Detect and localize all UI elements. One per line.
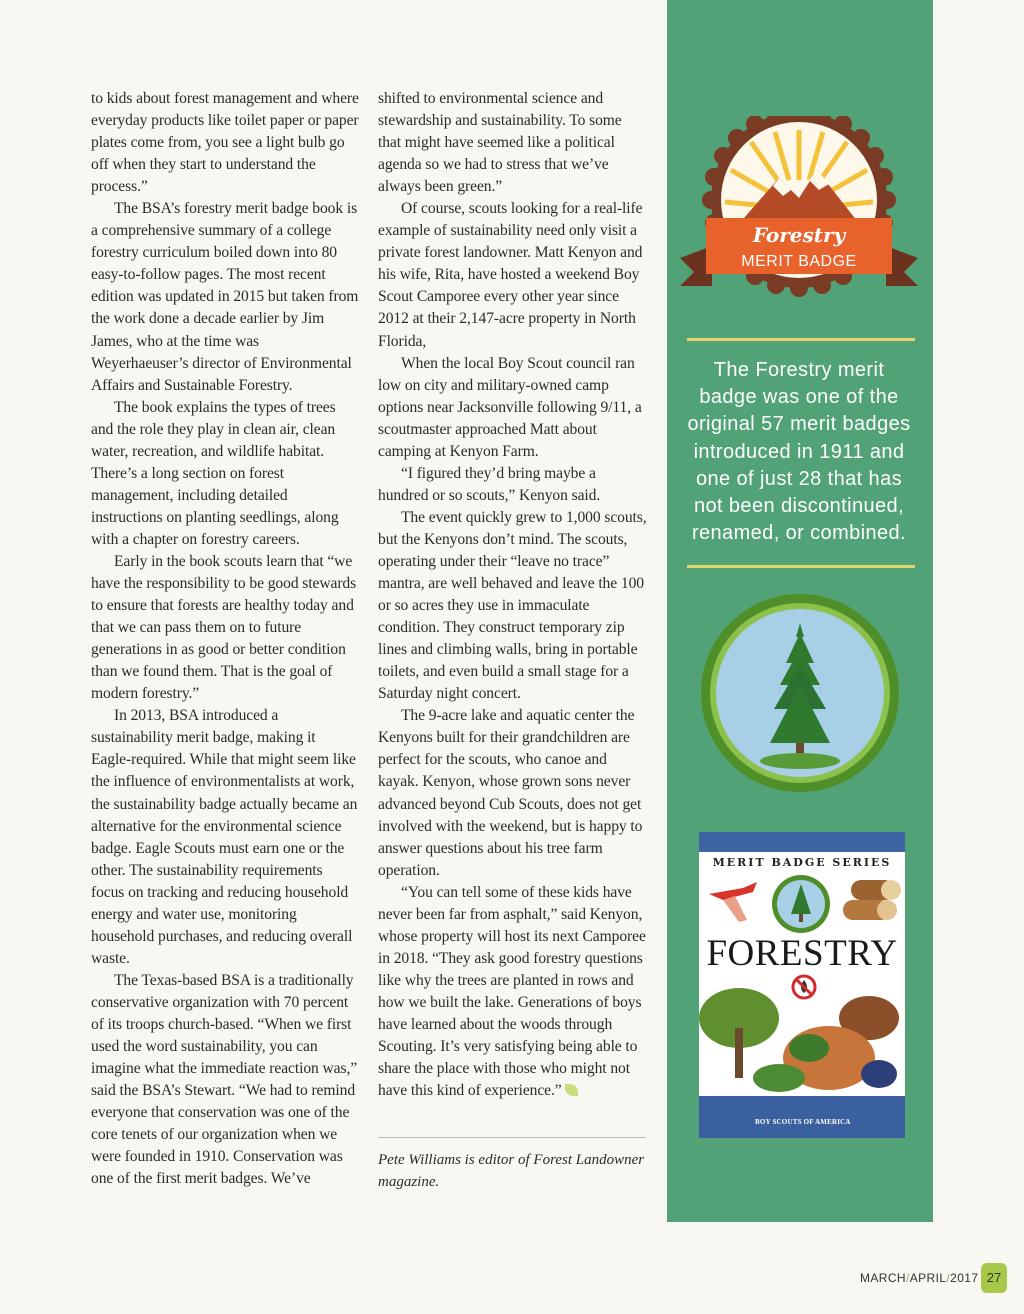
paragraph: “I figured they’d bring maybe a hundred or so scouts,” Kenyon said.: [378, 464, 601, 504]
paragraph: shifted to environmental science and stewardship and sustainability. To some that might have seemed like a political agenda so we had to stress that we’ve always been green.”: [378, 90, 622, 196]
author-byline: Pete Williams is editor of Forest Landowner magazine.: [378, 1152, 645, 1190]
forestry-book-cover: [699, 832, 905, 1138]
page-number: 27: [981, 1263, 1007, 1293]
book-publisher: BOY SCOUTS OF AMERICA: [755, 1118, 851, 1126]
book-top-bar: [699, 832, 905, 852]
book-nature-collage: [699, 978, 905, 1096]
paragraph: In 2013, BSA introduced a sustainability merit badge, making it Eagle-required. While that might seem like the influence of environmentalists at work, the sustainability badge actually became an alternative for the environmental science badge. Eagle Scouts must earn one or the other. The sustainability requirements focus on tracking and reducing household energy and water use, monitoring household purchases, and reducing overall waste.: [91, 707, 358, 967]
book-logs-image-icon: [837, 872, 903, 930]
paragraph: Early in the book scouts learn that “we have the responsibility to be good stewards to ensure that forests are healthy today and that we can pass them on to future generations in as good or better condition than we found them. That is the goal of modern forestry.”: [91, 552, 357, 703]
sidebar-caption: The Forestry merit badge was one of the original 57 merit badges introduced in 1911 and one of just 28 that has not been discontinued, renamed, or combined.: [687, 359, 911, 545]
paragraph-last-text: “You can tell some of these kids have never been far from asphalt,” said Kenyon, whose property will host its next Camporee in 2018. “They ask good forestry questions like why the trees are planted in rows and how we built the lake. Generations of boys have learned about the woods through Scouting. It’s very satisfying being able to share the place with those who might not have this kind of experience.”: [378, 883, 646, 1100]
byline-divider: [378, 1137, 646, 1138]
forestry-merit-badge-logo: [676, 116, 922, 312]
issue-year: 2017: [950, 1271, 979, 1285]
paragraph: The BSA’s forestry merit badge book is a comprehensive summary of a college forestry curriculum boiled down into 80 easy-to-follow pages. The most recent edition was updated in 2015 but taken from the work done a decade earlier by Jim James, who at the time was Weyerhaeuser’s director of Environmental Affairs and Sustainable Forestry.: [91, 200, 359, 394]
caption-top-rule: [687, 338, 915, 341]
issue-month-1: MARCH: [860, 1271, 906, 1285]
paragraph: The book explains the types of trees and the role they play in clean air, clean water, recreation, and wildlife habitat. There’s a long section on forest management, including detailed instructions on planting seedlings, along with a chapter on forestry careers.: [91, 398, 339, 548]
leaf-end-mark-icon: [565, 1084, 578, 1096]
book-bottom-bar: [699, 1096, 905, 1138]
paragraph: When the local Boy Scout council ran low on city and military-owned camp options near Jacksonville following 9/11, a scoutmaster approached Matt about camping at Kenyon Farm.: [378, 354, 642, 460]
badge-script-text: Forestry: [752, 223, 846, 247]
paragraph-last: [378, 882, 648, 1102]
paragraph: The Texas-based BSA is a traditionally conservative organization with 70 percent of its troops church-based. “When we first used the word sustainability, you can imagine what the immediate reaction was,” said the BSA’s Stewart. “We had to remind everyone that conservation was one of the core tenets of our organization when we were founded in 1910. Conservation was one of the first merit badges. We’ve: [91, 971, 358, 1188]
issue-separator: /: [946, 1271, 951, 1285]
paragraph: The event quickly grew to 1,000 scouts, but the Kenyons don’t mind. The scouts, operating under their “leave no trace” mantra, are well behaved and leave the 100 or so acres they use in immaculate condition. They construct temporary zip lines and climbing walls, bring in portable toilets, and even build a small stage for a Saturday night concert.: [378, 508, 647, 703]
book-patch-icon: [771, 874, 831, 934]
forestry-merit-badge-patch: [700, 593, 900, 793]
issue-separator: /: [906, 1271, 910, 1285]
book-airplane-image-icon: [703, 874, 763, 930]
paragraph: The 9-acre lake and aquatic center the Kenyons built for their grandchildren are perfect for the scouts, who canoe and kayak. Kenyon, whose grown sons never advanced beyond Cub Scouts, does not get involved with the weekend, but is happy to answer questions about his tree farm operation.: [378, 707, 643, 879]
paragraph: to kids about forest management and where everyday products like toilet paper or paper plates come from, you see a light bulb go off when they start to understand the process.”: [91, 90, 359, 196]
badge-banner-text: MERIT BADGE: [741, 253, 857, 270]
article-column-1: [91, 88, 359, 1190]
book-series-label: MERIT BADGE SERIES: [712, 856, 892, 869]
book-title: FORESTRY: [706, 933, 898, 974]
issue-month-2: APRIL: [909, 1271, 947, 1285]
issue-date: [860, 1271, 978, 1285]
article-column-2: [378, 88, 648, 1102]
caption-bottom-rule: [687, 565, 915, 568]
paragraph: Of course, scouts looking for a real-life example of sustainability need only visit a private forest landowner. Matt Kenyon and his wife, Rita, have hosted a weekend Boy Scout Camporee every other year since 2012 at their 2,147-acre property in North Florida,: [378, 200, 643, 350]
